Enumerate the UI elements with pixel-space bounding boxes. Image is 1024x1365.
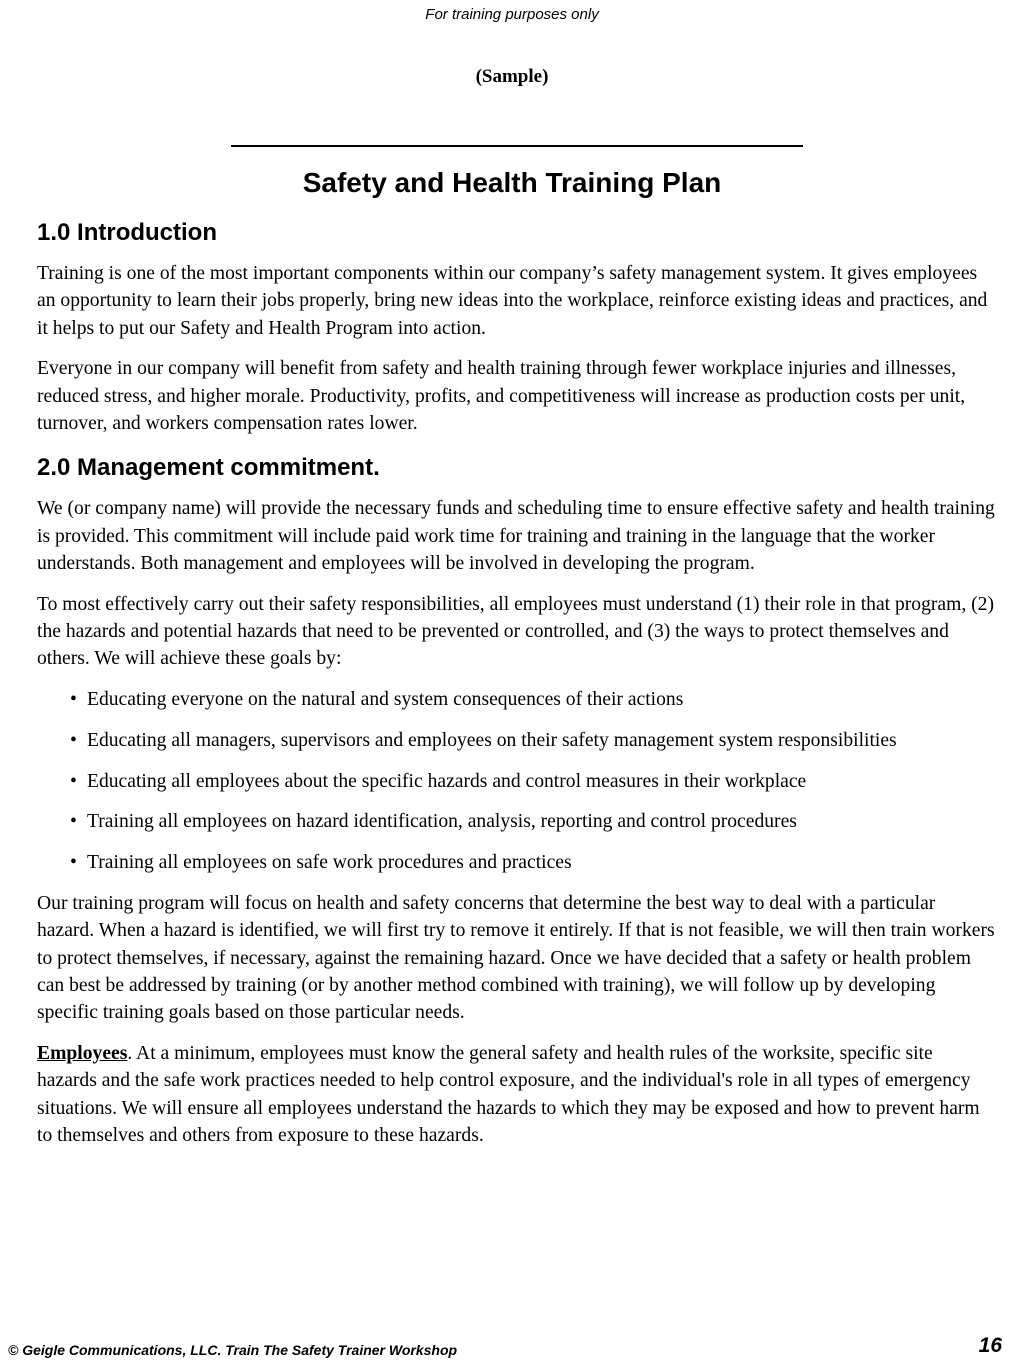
bullet-icon: •: [70, 689, 77, 711]
list-item-text: Training all employees on hazard identification, analysis, reporting and control procedures: [87, 811, 797, 833]
employees-text: . At a minimum, employees must know the general safety and health rules of the worksite, specific site hazards and the safe work practices needed to help control exposure, and the individual's role in all types of emergency situations. We will ensure all employees understand the hazards to which they may be exposed and how to prevent harm to themselves and others from exposure to these hazards.: [37, 1043, 980, 1146]
list-item: [70, 849, 997, 876]
employees-paragraph: [37, 1040, 997, 1149]
list-item: [70, 686, 997, 713]
bullet-icon: •: [70, 729, 77, 751]
intro-paragraph: Training is one of the most important components within our company’s safety management system. It gives employees an opportunity to learn their jobs properly, bring new ideas into the workplace, reinforce existing ideas and practices, and it helps to put our Safety and Health Program into action.: [37, 263, 988, 339]
commitment-paragraph: To most effectively carry out their safety responsibilities, all employees must understand (1) their role in that program, (2) the hazards and potential hazards that need to be prevented or controlled, and (3) the ways to protect themselves and others. We will achieve these goals by:: [37, 593, 995, 670]
section-heading-management-commitment: 2.0 Management commitment.: [37, 454, 380, 482]
document-body: [37, 218, 997, 1163]
list-item-text: Educating all managers, supervisors and employees on their safety management system responsibilities: [87, 729, 897, 751]
bullet-icon: •: [70, 770, 77, 792]
list-item: [70, 808, 997, 835]
bullet-icon: •: [70, 852, 77, 874]
list-item-text: Educating everyone on the natural and system consequences of their actions: [87, 689, 684, 711]
page-number: 16: [978, 1334, 1002, 1357]
list-item-text: Training all employees on safe work procedures and practices: [87, 852, 572, 874]
document-title: Safety and Health Training Plan: [302, 167, 722, 198]
sample-label: (Sample): [475, 66, 549, 87]
training-focus-paragraph: Our training program will focus on health and safety concerns that determine the best way to deal with a particular hazard. When a hazard is identified, we will first try to remove it entirely. If that is not feasible, we will then train workers to protect themselves, if necessary, against the remaining hazard. Once we have decided that a safety or health problem can best be addressed by training (or by another method combined with training), we will follow up by developing specific training goals based on those particular needs.: [37, 893, 995, 1024]
section-heading-introduction: 1.0 Introduction: [37, 219, 217, 246]
bullet-icon: •: [70, 811, 77, 833]
header-note: For training purposes only: [425, 6, 599, 23]
goals-list: [37, 686, 997, 876]
list-item: [70, 768, 997, 795]
footer-copyright: © Geigle Communications, LLC. Train The Safety Trainer Workshop: [8, 1342, 458, 1358]
title-divider: [231, 145, 803, 147]
employees-term: Employees: [37, 1043, 128, 1065]
intro-paragraph: Everyone in our company will benefit from safety and health training through fewer workplace injuries and illnesses, reduced stress, and higher morale. Productivity, profits, and competitiveness will increase as production costs per unit, turnover, and workers compensation rates lower.: [37, 358, 966, 434]
commitment-paragraph: We (or company name) will provide the necessary funds and scheduling time to ensure effective safety and health training is provided. This commitment will include paid work time for training and training in the language that the worker understands. Both management and employees will be involved in developing the program.: [37, 498, 995, 574]
list-item: [70, 727, 997, 754]
list-item-text: Educating all employees about the specific hazards and control measures in their workplace: [87, 770, 807, 792]
